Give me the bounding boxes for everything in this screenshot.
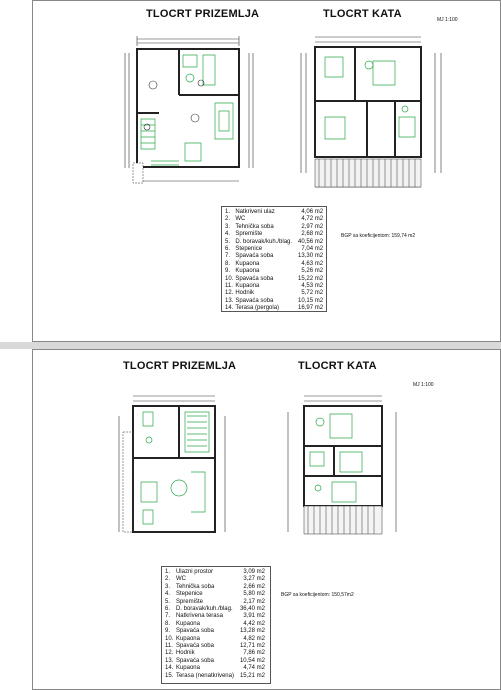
upper-floor-title: TLOCRT KATA bbox=[323, 8, 402, 20]
room-legend-2 bbox=[161, 566, 271, 684]
upper-floor-plan-1 bbox=[295, 33, 455, 193]
drawing-sheet-1 bbox=[32, 0, 501, 342]
ground-floor-title-2: TLOCRT PRIZEMLJA bbox=[123, 360, 237, 372]
drawing-sheet-2 bbox=[32, 349, 501, 690]
ground-floor-title: TLOCRT PRIZEMLJA bbox=[146, 8, 260, 20]
scale-label: MJ 1:100 bbox=[437, 17, 458, 23]
gbp-note-2: BGP sa koeficijentom: 150,57m2 bbox=[281, 592, 354, 598]
gbp-note-1: BGP sa koeficijentom: 159,74 m2 bbox=[341, 233, 416, 239]
ground-floor-plan-2 bbox=[105, 392, 235, 552]
room-table-1: 1. Natkriveni ulaz 4,06 m2 2. WC 4,72 m2 3. Tehnička soba 2,97 m2 4. Spremište 2,68 m2 5. D. boravak/kuh./blag. 40,56 m2 6. Stepenice 7,04 m2 7. Spavaća soba 13,30 m2 8. Kupaona 4,63 m2 9. Kupaona 5,26 m2 10. Spavaća soba 15,22 m2 11. Kupaona 4,53 m2 12. Hodnik 5,72 m2 13. Spavaća soba 10,15 m2 14. Terasa (pergola) 16,97 m2 bbox=[225, 209, 324, 312]
upper-floor-title-2: TLOCRT KATA bbox=[298, 360, 377, 372]
room-legend-1 bbox=[221, 206, 327, 312]
scale-label-2: MJ 1:100 bbox=[413, 382, 434, 388]
sheet-separator bbox=[0, 342, 501, 349]
upper-floor-plan-2 bbox=[278, 392, 408, 552]
ground-floor-plan-1 bbox=[119, 33, 259, 193]
room-table-2: 1. Ulazni prostor 3,09 m2 2. WC 3,27 m2 3. Tehnička soba 2,66 m2 4. Stepenice 5,80 m2 5. Spremište 2,17 m2 6. D. boravak/kuh./blag. 36,40 m2 7. Natkrivena terasa 3,91 m2 8. Kupaona 4,42 m2 9. Spavaća soba 13,28 m2 10. Kupaona 4,82 m2 11. Spavaća soba 12,71 m2 12. Hodnik 7,86 m2 13. Spavaća soba 10,54 m2 14. Kupaona 4,74 m2 15. Terasa (nenatkrivena) 15,21 m2 bbox=[165, 569, 265, 679]
